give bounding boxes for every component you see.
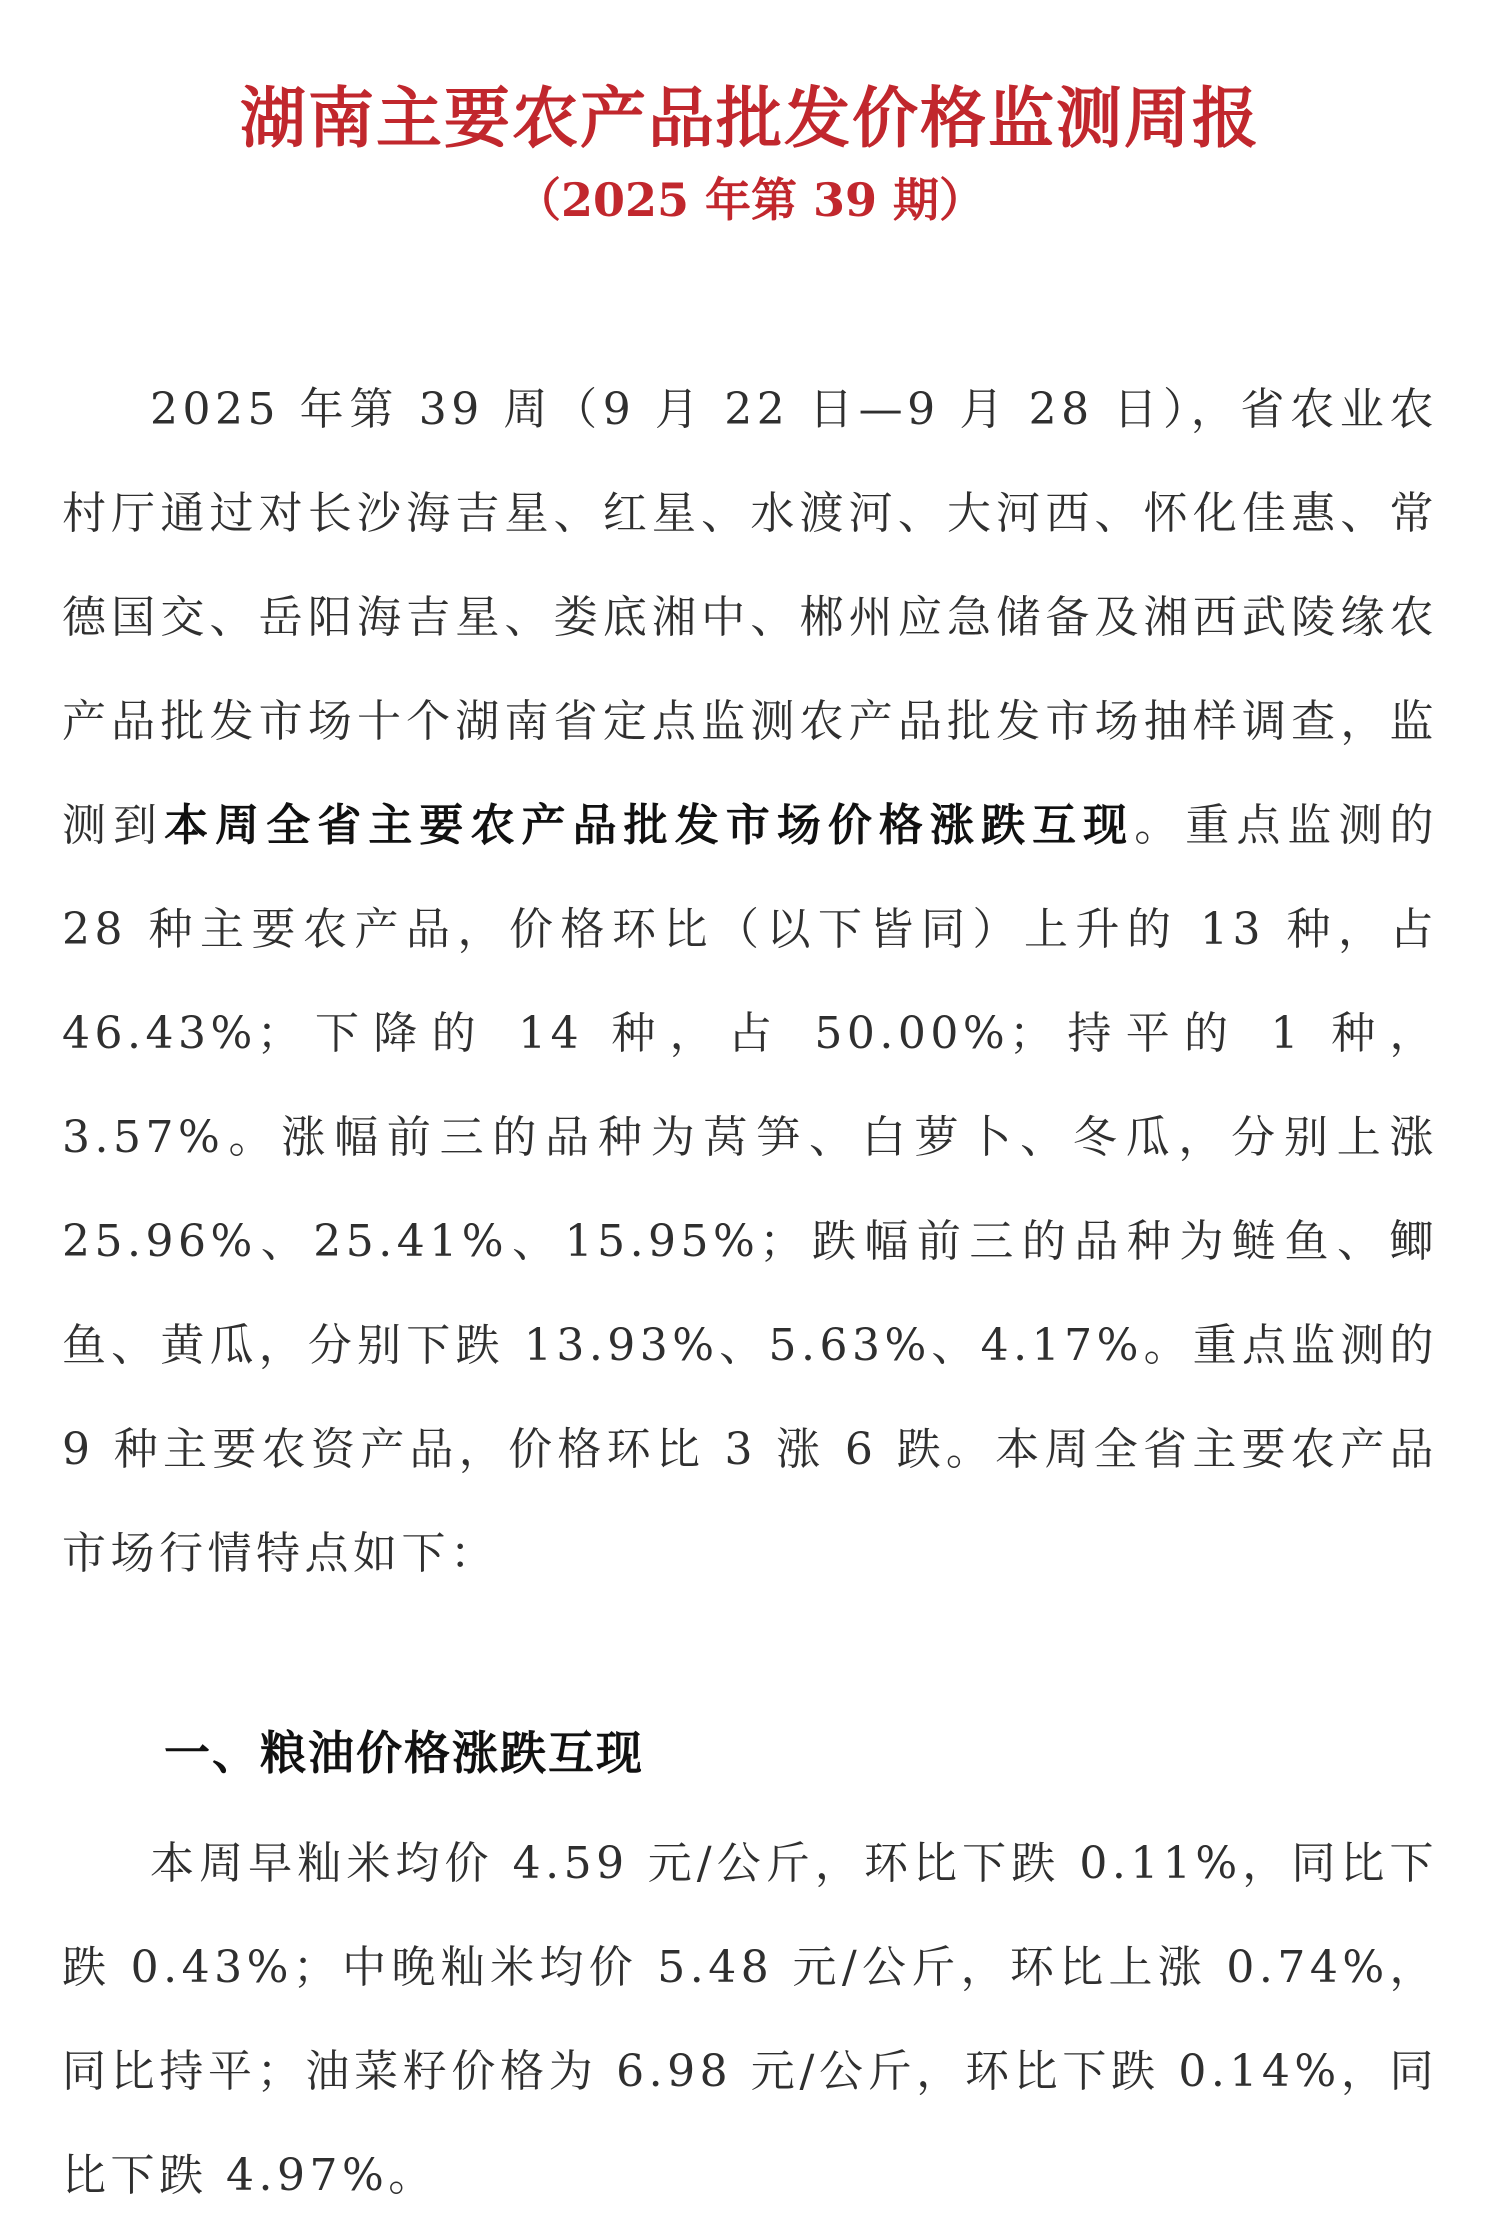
grain-oil-paragraph: 本周早籼米均价 4.59 元/公斤，环比下跌 0.11%，同比下跌 0.43%；中晚籼米均价 5.48 元/公斤，环比上涨 0.74%，同比持平；油菜籽价格为 6.98 元/公斤，环比下跌 0.14%，同比下跌 4.97%。 xyxy=(62,1838,1438,2201)
section-heading-grain-oil: 一、粮油价格涨跌互现 xyxy=(164,1726,644,1780)
intro-highlight: 本周全省主要农产品批发市场价格涨跌互现 xyxy=(164,800,1135,851)
intro-text-part2: 。重点监测的 28 种主要农产品，价格环比（以下皆同）上升的 13 种，占 46.43%；下降的 14 种，占 50.00%；持平的 1 种，3.57%。涨幅前三的品种为莴笋、白萝卜、冬瓜，分别上涨 25.96%、25.41%、15.95%；跌幅前三的品种为鲢鱼、鲫鱼、黄瓜，分别下跌 13.93%、5.63%、4.17%。重点监测的 9 种主要农资产品，价格环比 3 涨 6 跌。本周全省主要农产品市场行情特点如下： xyxy=(62,800,1439,1579)
intro-text-part1: 2025 年第 39 周（9 月 22 日—9 月 28 日），省农业农村厅通过对长沙海吉星、红星、水渡河、大河西、怀化佳惠、常德国交、岳阳海吉星、娄底湘中、郴州应急储备及湘西武陵缘农产品批发市场十个湖南省定点监测农产品批发市场抽样调查，监测到 xyxy=(62,384,1438,851)
issue-number: （2025 年第 39 期） xyxy=(514,173,986,227)
report-title: 湖南主要农产品批发价格监测周报 xyxy=(240,80,1260,158)
intro-paragraph xyxy=(62,358,1438,1606)
